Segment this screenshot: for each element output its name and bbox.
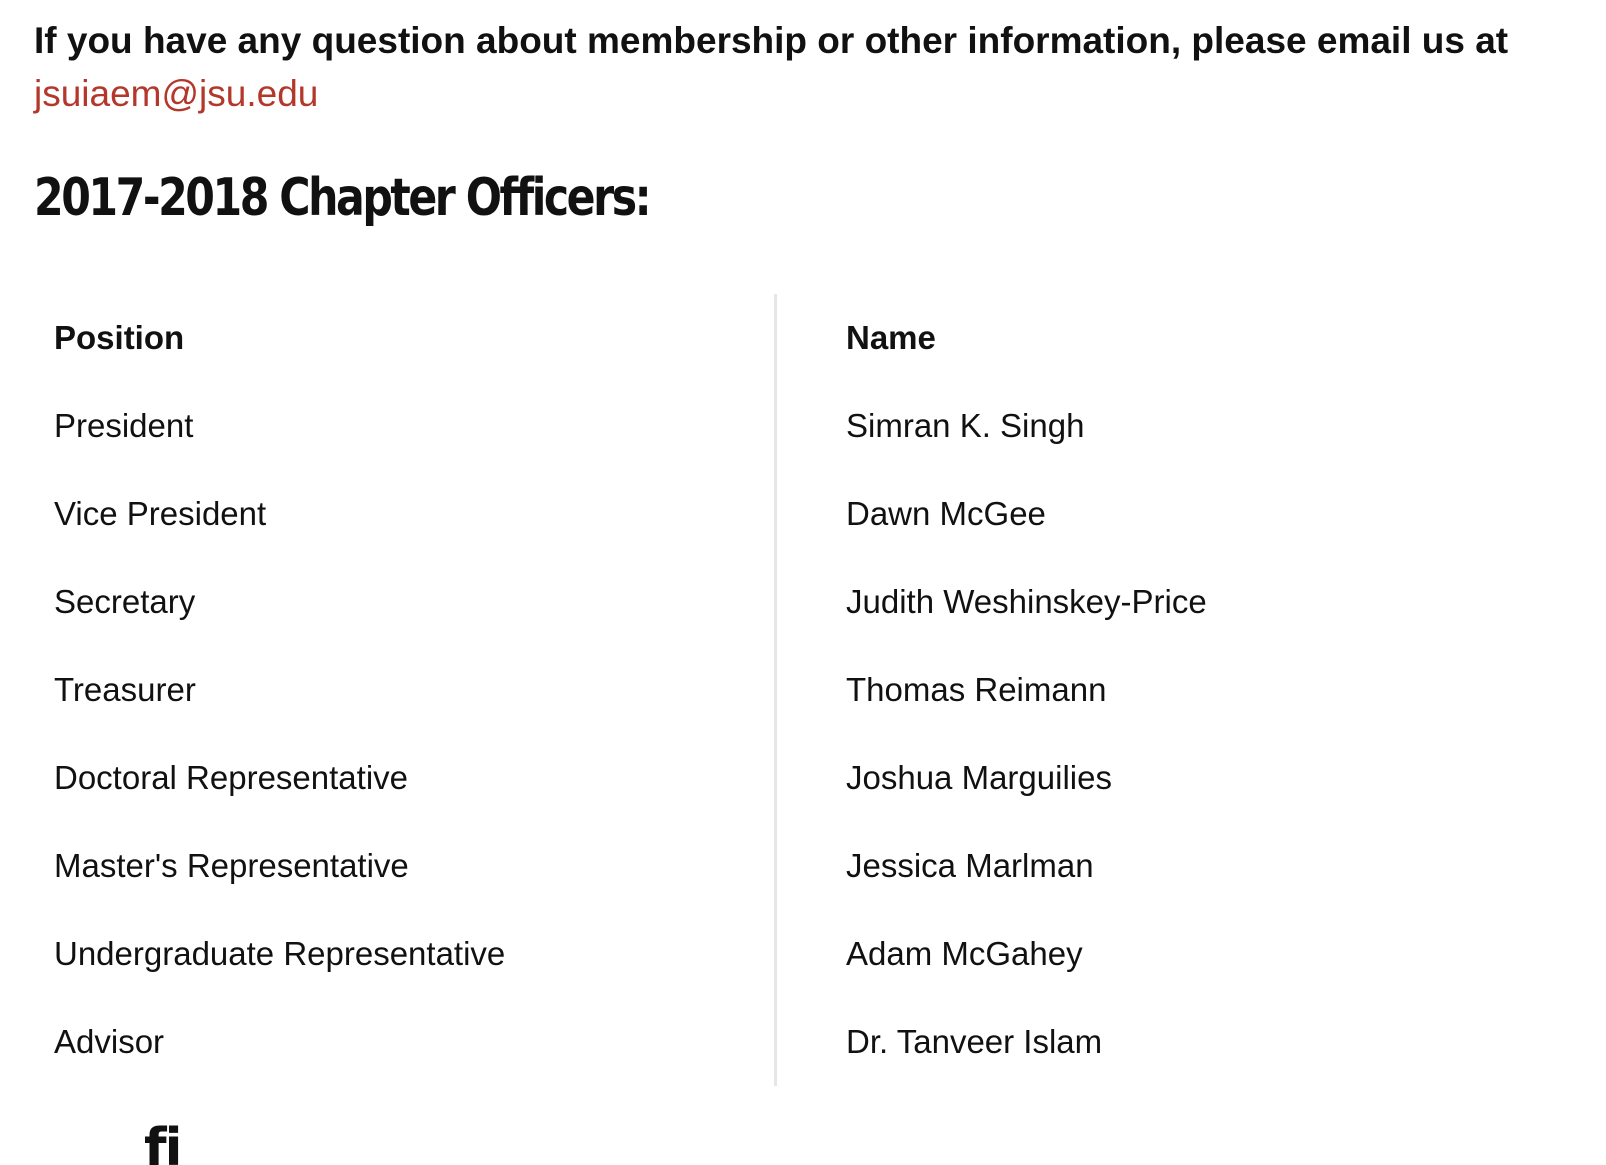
table-row — [34, 734, 1574, 822]
name-cell: Thomas Reimann — [846, 671, 1107, 708]
column-header-name: Name — [846, 319, 936, 356]
contact-paragraph — [34, 14, 1574, 120]
table-row — [34, 558, 1574, 646]
position-cell: Secretary — [34, 558, 776, 646]
name-cell: Dawn McGee — [846, 495, 1046, 532]
email-link[interactable]: jsuiaem@jsu.edu — [34, 73, 319, 114]
table-row — [34, 822, 1574, 910]
column-header-position: Position — [34, 294, 776, 382]
next-section-heading-text: fi — [144, 1118, 181, 1165]
position-cell: Doctoral Representative — [34, 734, 776, 822]
name-cell: Adam McGahey — [846, 935, 1083, 972]
name-cell: Simran K. Singh — [846, 407, 1085, 444]
position-cell: Undergraduate Representative — [34, 910, 776, 998]
name-cell: Judith Weshinskey-Price — [846, 583, 1207, 620]
name-cell: Jessica Marlman — [846, 847, 1094, 884]
officers-heading: 2017-2018 Chapter Officers: — [34, 168, 650, 228]
table-row — [34, 910, 1574, 998]
table-row — [34, 470, 1574, 558]
position-cell: Master's Representative — [34, 822, 776, 910]
contact-text: If you have any question about membership or other information, please email us at — [34, 20, 1509, 61]
position-cell: President — [34, 382, 776, 470]
position-cell: Treasurer — [34, 646, 776, 734]
position-cell: Advisor — [34, 998, 776, 1086]
next-section-heading — [34, 1118, 434, 1165]
name-cell: Dr. Tanveer Islam — [846, 1023, 1103, 1060]
position-cell: Vice President — [34, 470, 776, 558]
name-cell: Joshua Marguilies — [846, 759, 1112, 796]
table-row — [34, 382, 1574, 470]
table-row — [34, 646, 1574, 734]
table-row — [34, 998, 1574, 1086]
table-header-row — [34, 294, 1574, 382]
officers-table — [34, 294, 1574, 1086]
